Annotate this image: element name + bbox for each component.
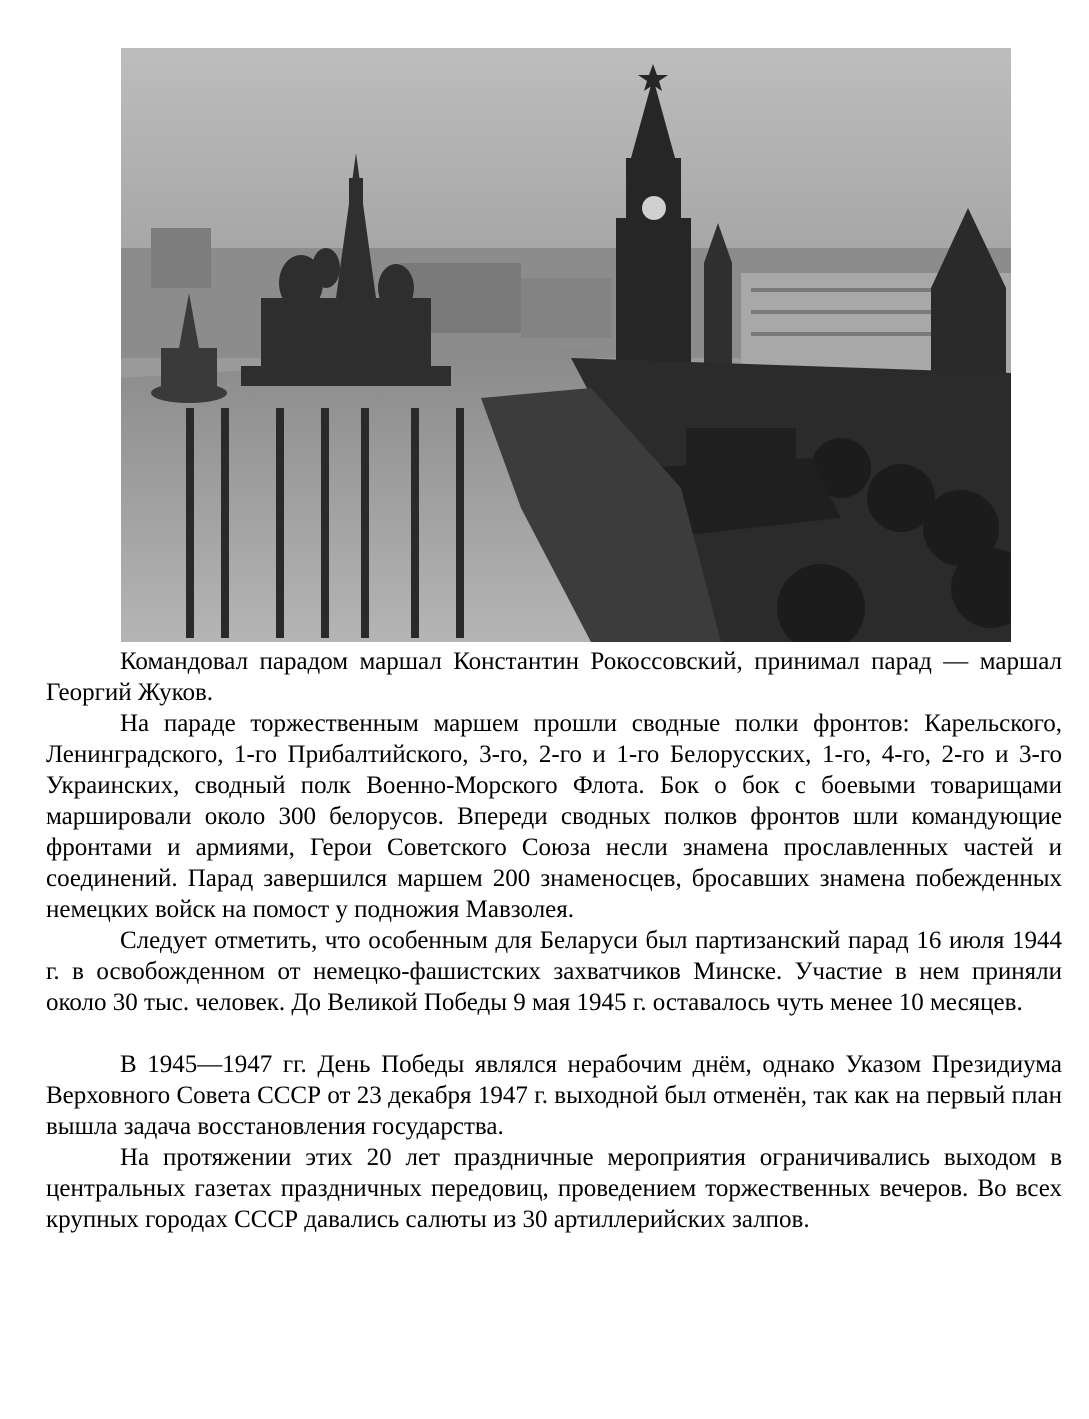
document-body [46,646,1062,1235]
paragraph-3: Следует отметить, что особенным для Беларуси был партизанский парад 16 июля 1944 г. в освобожденном от немецко-фашистских захватчиков Минске. Участие в нем приняли около 30 тыс. человек. До Великой Победы 9 мая 1945 г. оставалось чуть менее 10 месяцев. [46,927,1062,1016]
paragraph-5: На протяжении этих 20 лет праздничные мероприятия ограничивались выходом в центральных газетах праздничных передовиц, проведением торжественных вечеров. Во всех крупных городах СССР давались салюты из 30 артиллерийских залпов. [46,1144,1062,1233]
paragraph-2: На параде торжественным маршем прошли сводные полки фронтов: Карельского, Ленинградского, 1-го Прибалтийского, 3-го, 2-го и 1-го Белорусских, 1-го, 4-го, 2-го и 3-го Украинских, сводный полк Военно-Морского Флота. Бок о бок с боевыми товарищами маршировали около 300 белорусов. Впереди сводных полков фронтов шли командующие фронтами и армиями, Герои Советского Союза несли знамена прославленных частей и соединений. Парад завершился маршем 200 знаменосцев, бросавших знамена побежденных немецких войск на помост у подножия Мавзолея. [46,710,1062,923]
paragraph-4: В 1945—1947 гг. День Победы являлся нерабочим днём, однако Указом Президиума Верховного Совета СССР от 23 декабря 1947 г. выходной был отменён, так как на первый план вышла задача восстановления государства. [46,1051,1062,1140]
paragraph-1: Командовал парадом маршал Константин Рокоссовский, принимал парад — маршал Георгий Жуков. [46,648,1062,706]
parade-photograph [121,48,1011,642]
red-square-parade-image [121,48,1011,642]
paragraph-spacer [46,1018,1062,1049]
